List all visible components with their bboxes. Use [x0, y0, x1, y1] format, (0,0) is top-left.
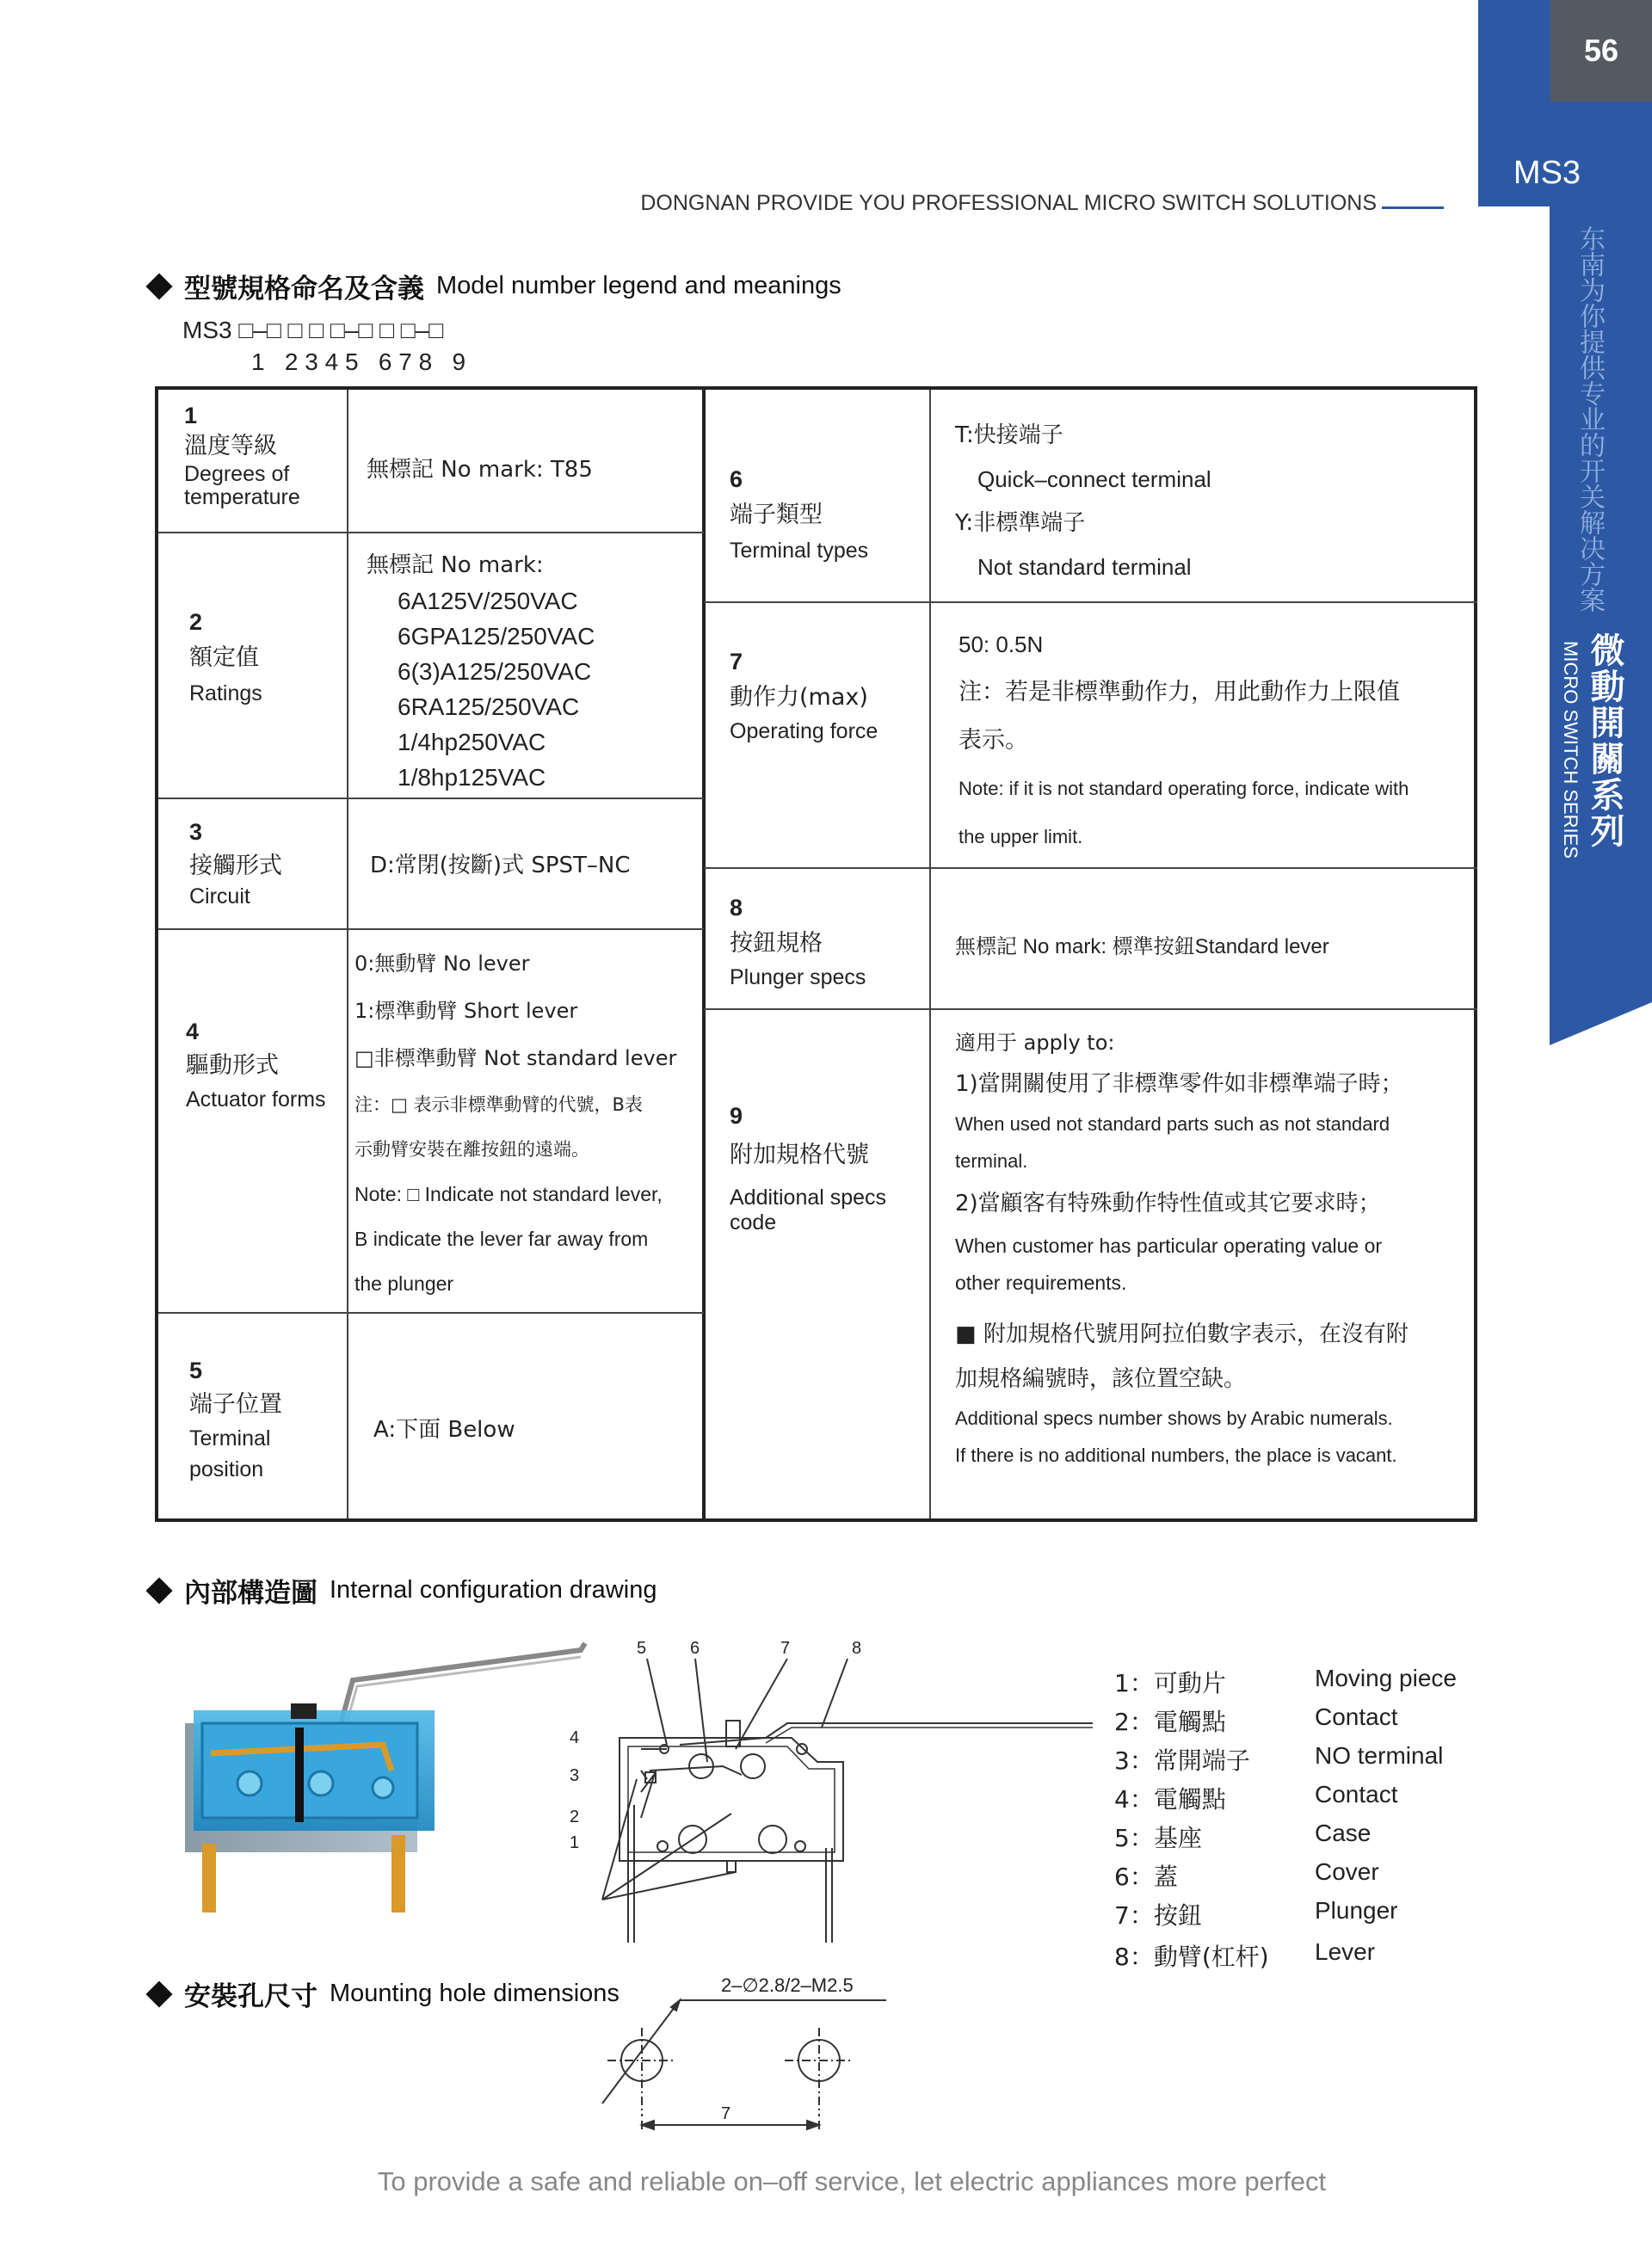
- side-series-title: 微動開關系列: [1585, 632, 1624, 849]
- callout-4: 4: [570, 1728, 580, 1747]
- legend-row-1-label: 1 溫度等級 Degrees of temperature: [184, 403, 300, 510]
- internal-section-title: 內部構造圖 Internal configuration drawing: [150, 1571, 656, 1610]
- parts-list-item: 1：可動片 Moving piece: [1114, 1665, 1457, 1697]
- legend-row-7-value: 50: 0.5N 注：若是非標準動作力，用此動作力上限值 表示。 Note: if it is not standard operating force, indicate with the upper limit.: [959, 631, 1409, 847]
- mounting-hole-drawing: [585, 1966, 912, 2138]
- parts-list-item: 8：動臂(杠杆) Lever: [1114, 1938, 1376, 1971]
- legend-row-2-value: 無標記 No mark: 6A125V/250VAC 6GPA125/250VAC 6(3)A125/250VAC 6RA125/250VAC 1/4hp250VAC 1/8hp125VAC: [367, 552, 595, 791]
- legend-row-1-value: 無標記 No mark: T85: [367, 457, 593, 483]
- series-code: MS3: [1513, 155, 1581, 191]
- legend-row-2-label: 2 額定值 Ratings: [189, 609, 262, 705]
- diamond-bullet-icon: [145, 1577, 172, 1604]
- callout-7: 7: [780, 1641, 791, 1658]
- callout-1: 1: [570, 1833, 580, 1852]
- page-number: 56: [1550, 0, 1652, 102]
- parts-list-item: 2：電觸點 Contact: [1114, 1703, 1398, 1736]
- model-section-title: 型號規格命名及含義 Model number legend and meanings: [150, 267, 841, 305]
- legend-row-4-value: 0:無動臂 No lever 1:標準動臂 Short lever □非標準動臂 Not standard lever 注：□ 表示非標準動臂的代號，B表 示動臂安裝在離按鈕的遠端。 Note: □ Indicate not standard lever, B indicate the lever far away from the plunger: [354, 952, 677, 1295]
- legend-row-6-value: T:快接端子 Quick–connect terminal Y:非標準端子 Not standard terminal: [955, 422, 1211, 580]
- side-series-subtitle: MICRO SWITCH SERIES: [1560, 641, 1581, 859]
- parts-list-item: 3：常開端子 NO terminal: [1114, 1742, 1444, 1775]
- legend-row-6-label: 6 端子類型 Terminal types: [730, 466, 869, 563]
- parts-list-item: 5：基座 Case: [1114, 1820, 1372, 1852]
- parts-list-item: 4：電觸點 Contact: [1114, 1781, 1398, 1814]
- callout-5: 5: [637, 1641, 647, 1658]
- legend-row-5-value: A:下面 Below: [373, 1417, 515, 1443]
- legend-table: [155, 386, 1477, 1522]
- diamond-bullet-icon: [145, 1980, 172, 2007]
- footer-slogan: To provide a safe and reliable on–off service, let electric appliances more perfect: [377, 2166, 1327, 2196]
- callout-3: 3: [570, 1766, 580, 1785]
- legend-row-9-value: 適用于 apply to: 1)當開關使用了非標準零件如非標準端子時； When used not standard parts such as not standard terminal. 2)當顧客有特殊動作特性值或其它要求時； When customer has particular operating value or other requirements. ■ 附加規格代號用阿拉伯數字表示，在沒有附 加規格編號時，該位置空缺。 Additional specs number shows by Arabic numerals. If there is no additional numbers, the place is vacant.: [955, 1031, 1409, 1466]
- diamond-bullet-icon: [145, 273, 172, 299]
- legend-row-4-label: 4 驅動形式 Actuator forms: [186, 1019, 326, 1112]
- callout-8: 8: [852, 1641, 862, 1658]
- parts-list-item: 7：按鈕 Plunger: [1114, 1897, 1398, 1930]
- callout-2: 2: [570, 1808, 580, 1826]
- legend-row-9-label: 9 附加規格代號 Additional specs code: [730, 1103, 887, 1235]
- side-slogan: 东南为你提供专业的开关解决方案: [1575, 225, 1605, 613]
- mounting-section-title: 安裝孔尺寸 Mounting hole dimensions: [150, 1974, 620, 2013]
- legend-row-5-label: 5 端子位置 Terminal position: [189, 1358, 282, 1482]
- model-pattern: MS3 □–□ □ □ □–□ □ □–□: [182, 317, 444, 343]
- hole-spec-label: 2–∅2.8/2–M2.5: [721, 1974, 854, 1996]
- callout-6: 6: [690, 1641, 700, 1658]
- internal-configuration-drawing: [551, 1641, 1101, 1960]
- legend-row-3-value: D:常閉(按斷)式 SPST–NC: [370, 853, 631, 878]
- header-tagline: DONGNAN PROVIDE YOU PROFESSIONAL MICRO SWITCH SOLUTIONS: [640, 191, 1377, 215]
- legend-row-3-label: 3 接觸形式 Circuit: [189, 819, 282, 909]
- parts-list-item: 6：蓋 Cover: [1114, 1858, 1379, 1891]
- header-rule: [1382, 206, 1444, 209]
- legend-row-7-label: 7 動作力(max) Operating force: [730, 649, 878, 743]
- hole-spacing-label: 7: [721, 2104, 731, 2123]
- model-position-numbers: 1 2 3 4 5 6 7 8 9: [251, 348, 466, 375]
- switch-photo-illustration: [176, 1641, 607, 1925]
- legend-row-8-value: 無標記 No mark: 標準按鈕Standard lever: [955, 935, 1329, 958]
- legend-row-8-label: 8 按鈕規格 Plunger specs: [730, 895, 866, 989]
